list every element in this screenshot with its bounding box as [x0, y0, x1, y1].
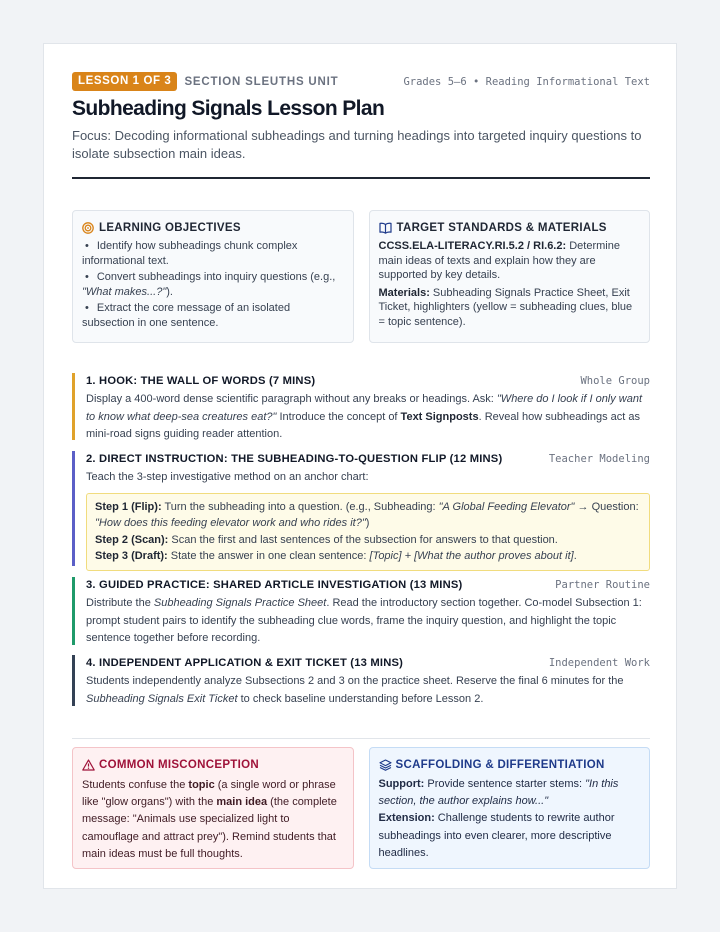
lesson-badge: LESSON 1 OF 3	[72, 72, 177, 91]
grouping-tag: Teacher Modeling	[548, 453, 650, 465]
step-description: Teach the 3-step investigative method on an anchor chart:	[86, 471, 369, 483]
overview-cards	[72, 210, 650, 343]
standards-card	[369, 210, 651, 343]
method-step-flip: Step 1 (Flip): Turn the subheading into a question. (e.g., Subheading: "A Global Feeding Elevator" → Question: "How does this feeding elevator work and who rides it?")	[95, 500, 639, 529]
extension-text: Extension: Challenge students to rewrite author subheadings into even clearer, more descriptive headlines.	[378, 812, 615, 859]
standards-title-text: TARGET STANDARDS & MATERIALS	[396, 222, 607, 234]
method-callout	[86, 493, 650, 571]
step-accent-bar	[72, 373, 75, 440]
step-independent-application	[72, 655, 650, 706]
scaffolding-title	[379, 756, 641, 773]
objective-item: • Extract the core message of an isolated subsection in one sentence.	[82, 301, 345, 330]
objective-item: • Identify how subheadings chunk complex informational text.	[82, 239, 345, 268]
step-description: Display a 400-word dense scientific paragraph without any breaks or headings. Ask: "Where do I look if I only want to know what deep-sea creatures eat?" Introduce the concept of Text Signposts. Reveal how subheadings act as mini-road signs guiding reader attention.	[86, 393, 643, 440]
scaffolding-box	[369, 747, 651, 869]
header-meta	[72, 72, 650, 91]
unit-label: SECTION SLEUTHS UNIT	[184, 75, 339, 88]
step-title: 1. HOOK: THE WALL OF WORDS (7 MINS)	[86, 375, 316, 387]
step-description: Students independently analyze Subsections 2 and 3 on the practice sheet. Reserve the final 6 minutes for the Subheading Signals Exit Ticket to check baseline understanding before Lesson 2.	[86, 675, 624, 705]
grouping-tag: Partner Routine	[555, 579, 650, 591]
step-hook	[72, 373, 650, 440]
header-divider	[72, 177, 650, 179]
lesson-plan-page	[43, 43, 677, 889]
scaffolding-title-text: SCAFFOLDING & DIFFERENTIATION	[395, 758, 605, 771]
warning-icon	[82, 759, 95, 771]
method-step-scan: Step 2 (Scan): Scan the first and last sentences of the subsection for answers to that question.	[95, 533, 558, 546]
layers-icon	[379, 759, 392, 771]
step-accent-bar	[72, 451, 75, 566]
step-direct-instruction	[72, 451, 650, 566]
grouping-tag: Whole Group	[580, 375, 650, 387]
step-guided-practice	[72, 577, 650, 645]
target-icon	[82, 222, 94, 234]
lesson-sequence	[72, 373, 650, 706]
grades-label: Grades 5–6 • Reading Informational Text	[403, 75, 650, 88]
misconception-title	[82, 756, 344, 773]
objectives-card	[72, 210, 354, 343]
step-description: Distribute the Subheading Signals Practice Sheet. Read the introductory section together. Co-model Subsection 1: prompt student pairs to identify the subheading clue words, frame the inquiry question, and highlight the topic sentence together before recording.	[86, 597, 642, 644]
standards-title	[379, 220, 642, 236]
objective-item: • Convert subheadings into inquiry questions (e.g., "What makes...?").	[82, 270, 345, 299]
page-title: Subheading Signals Lesson Plan	[72, 97, 385, 120]
standards-text: CCSS.ELA-LITERACY.RI.5.2 / RI.6.2: Determine main ideas of texts and explain how they are supported by key details.	[378, 240, 620, 281]
grouping-tag: Independent Work	[548, 657, 650, 669]
support-boxes	[72, 747, 650, 869]
objectives-title	[82, 220, 345, 236]
step-accent-bar	[72, 577, 75, 645]
method-step-draft: Step 3 (Draft): State the answer in one clean sentence: [Topic] + [What the author proves about it].	[95, 550, 577, 562]
objectives-title-text: LEARNING OBJECTIVES	[99, 222, 241, 234]
step-title: 2. DIRECT INSTRUCTION: THE SUBHEADING-TO-QUESTION FLIP (12 MINS)	[86, 453, 503, 465]
support-text: Support: Provide sentence starter stems: "In this section, the author explains how..."	[378, 778, 619, 808]
misconception-box	[72, 747, 354, 869]
misconception-title-text: COMMON MISCONCEPTION	[99, 758, 259, 771]
step-title: 3. GUIDED PRACTICE: SHARED ARTICLE INVESTIGATION (13 MINS)	[86, 579, 463, 591]
step-accent-bar	[72, 655, 75, 706]
focus-statement: Focus: Decoding informational subheadings and turning headings into targeted inquiry questions to isolate subsection main ideas.	[72, 128, 642, 161]
materials-text: Materials: Subheading Signals Practice Sheet, Exit Ticket, highlighters (yellow = subheading clues, blue = topic sentence).	[378, 286, 633, 328]
open-book-icon	[379, 222, 392, 234]
section-divider	[72, 738, 650, 739]
objectives-list	[82, 239, 345, 330]
misconception-text: Students confuse the topic (a single word or phrase like "glow organs") with the main idea (the complete message: "Animals use specialized light to camouflage and attract prey"). Remind students that main ideas must be full thoughts.	[82, 779, 337, 860]
step-title: 4. INDEPENDENT APPLICATION & EXIT TICKET (13 MINS)	[86, 657, 404, 669]
